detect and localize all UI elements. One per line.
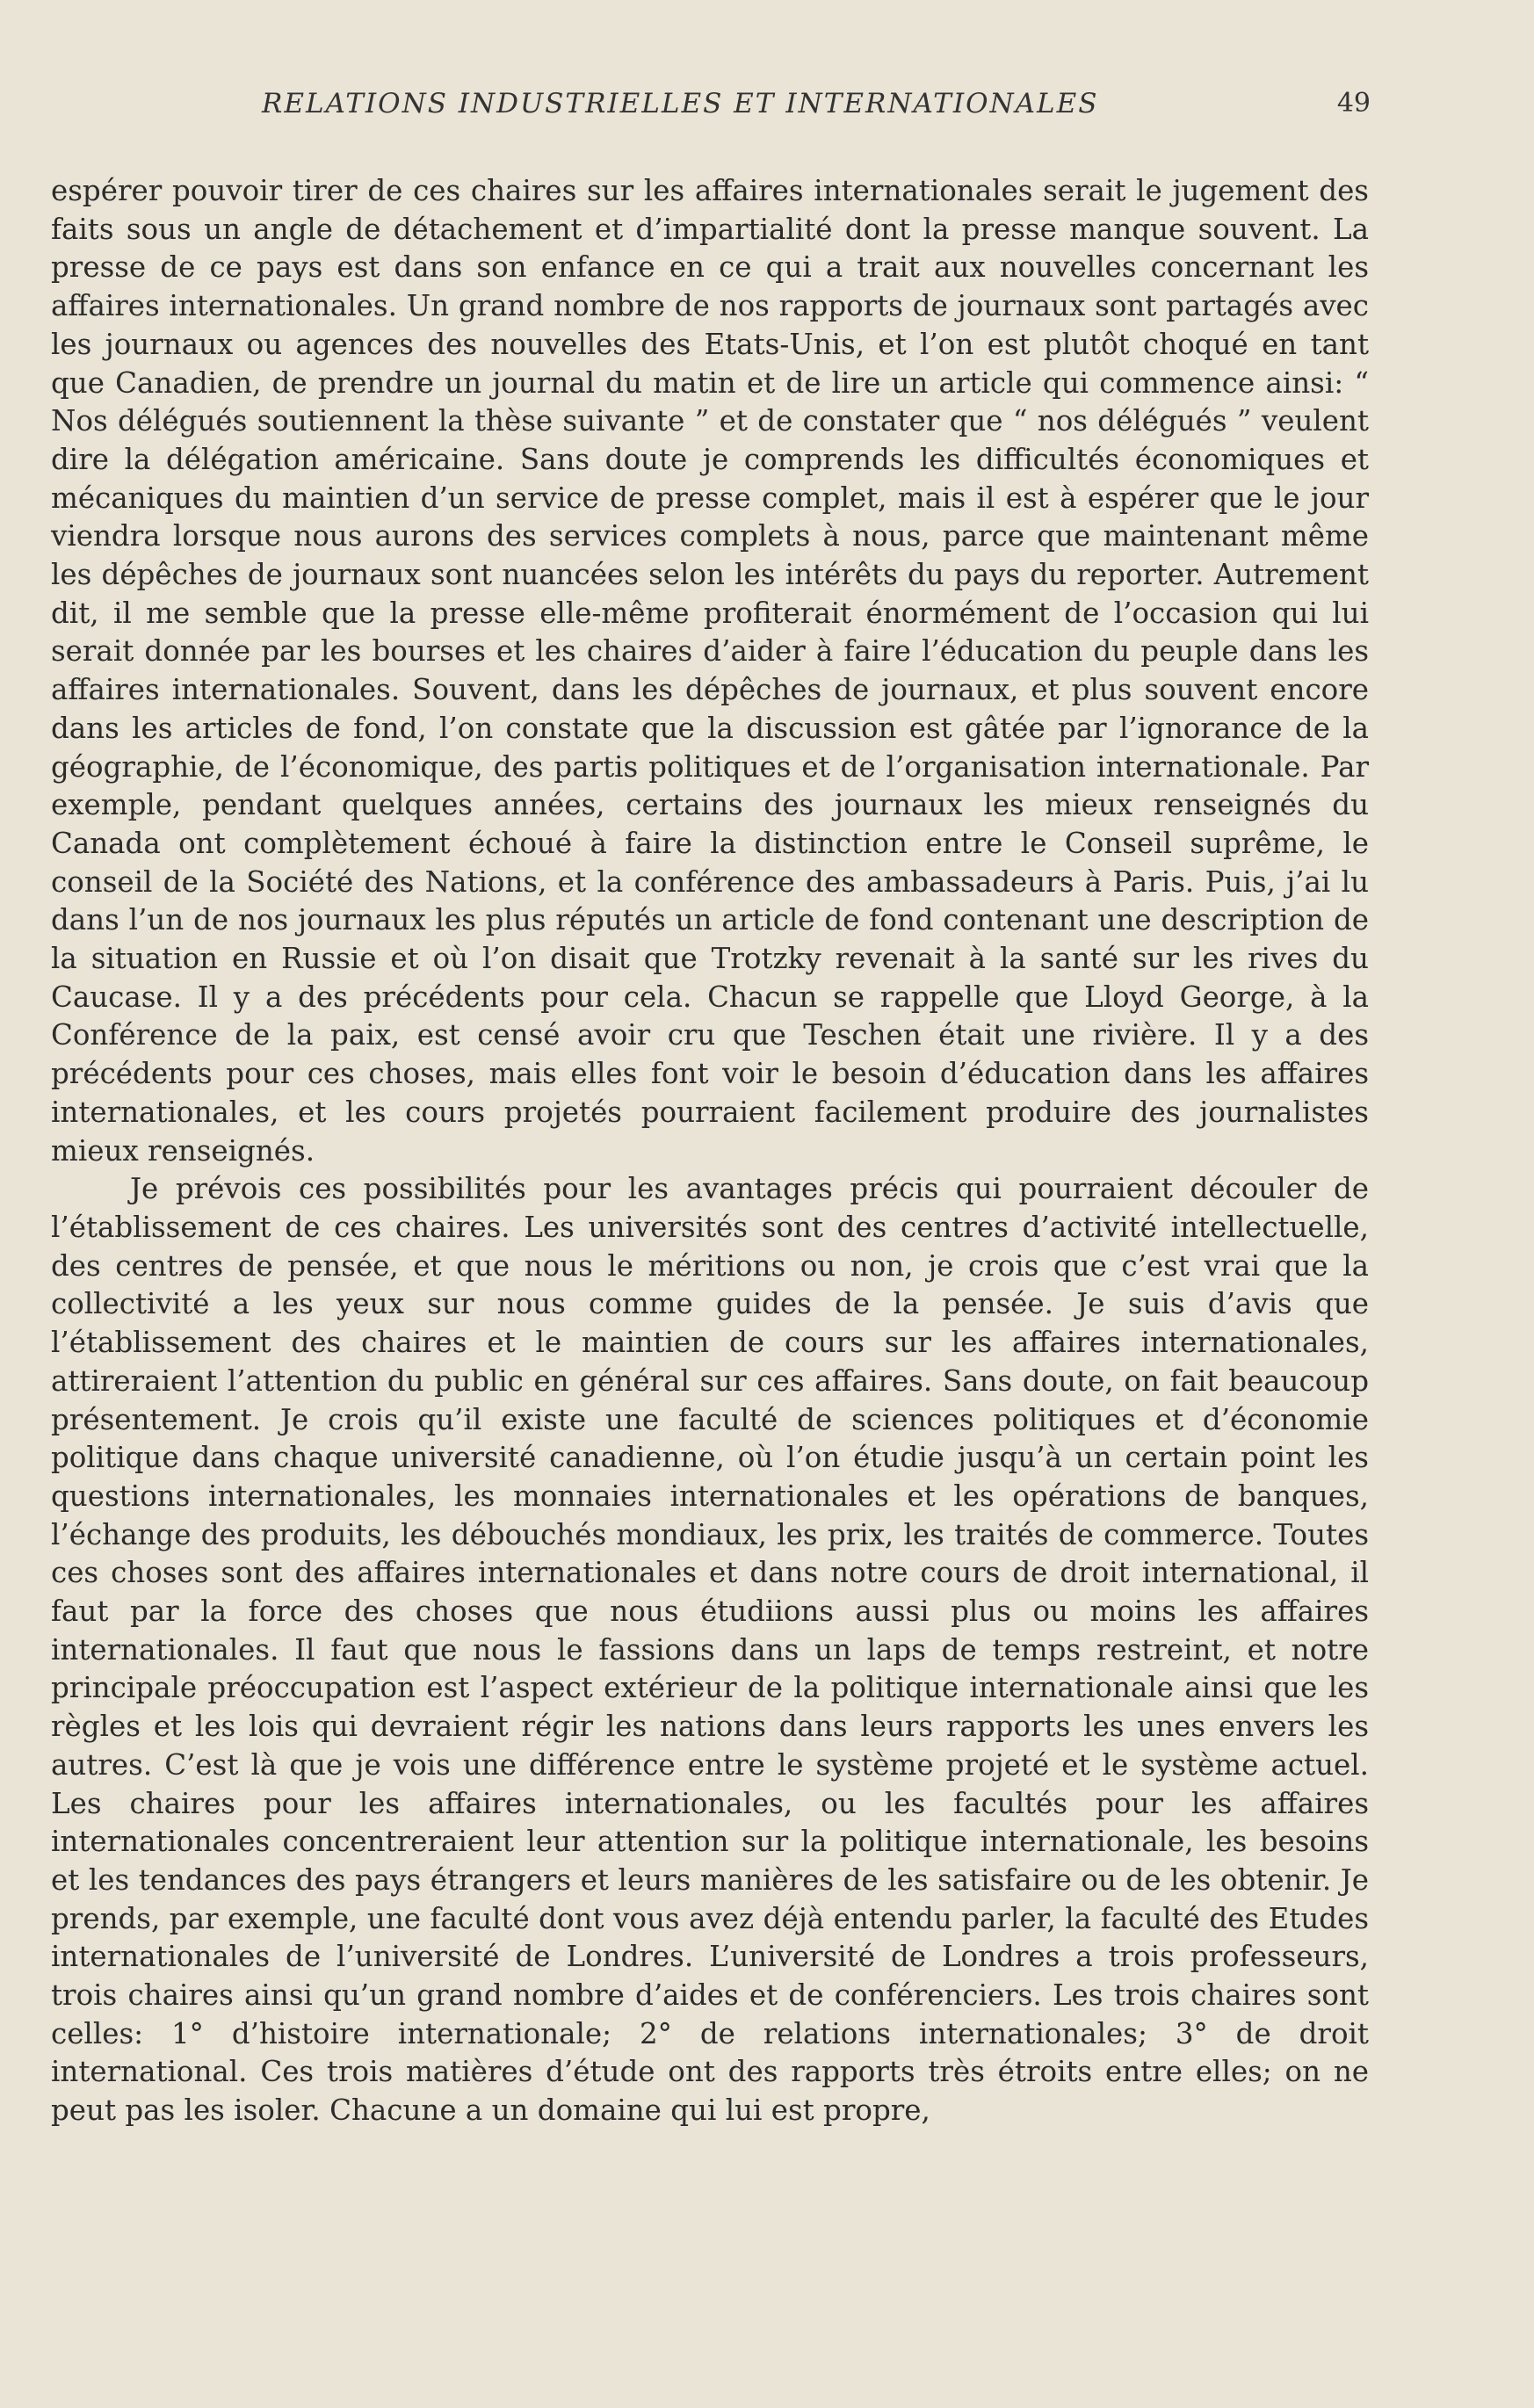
document-page bbox=[51, 88, 1369, 2130]
paragraph: Je prévois ces possibilités pour les avantages précis qui pourraient découler de l’établissement de ces chaires. Les universités sont des centres d’activité intellectuelle, des centres de pensée, et que nous le méritions ou non, je crois que c’est vrai que la collectivité a les yeux sur nous comme guides de la pensée. Je suis d’avis que l’établissement des chaires et le maintien de cours sur les affaires internationales, attireraient l’attention du public en général sur ces affaires. Sans doute, on fait beaucoup présentement. Je crois qu’il existe une faculté de sciences politiques et d’économie politique dans chaque université canadienne, où l’on étudie jusqu’à un certain point les questions internationales, les monnaies internationales et les opérations de banques, l’échange des produits, les débouchés mondiaux, les prix, les traités de commerce. Toutes ces choses sont des affaires internationales et dans notre cours de droit international, il faut par la force des choses que nous étudiions aussi plus ou moins les affaires internationales. Il faut que nous le fassions dans un laps de temps restreint, et notre principale préoccupation est l’aspect extérieur de la politique internationale ainsi que les règles et les lois qui devraient régir les nations dans leurs rapports les unes envers les autres. C’est là que je vois une différence entre le système projeté et le système actuel. Les chaires pour les affaires internationales, ou les facultés pour les affaires internationales concentreraient leur attention sur la politique internationale, les besoins et les tendances des pays étrangers et leurs manières de les satisfaire ou de les obtenir. Je prends, par exemple, une faculté dont vous avez déjà entendu parler, la faculté des Etudes internationales de l’université de Londres. L’université de Londres a trois professeurs, trois chaires ainsi qu’un grand nombre d’aides et de conférenciers. Les trois chaires sont celles: 1° d’histoire internationale; 2° de relations internationales; 3° de droit international. Ces trois matières d’étude ont des rapports très étroits entre elles; on ne peut pas les isoler. Chacune a un domaine qui lui est propre, bbox=[51, 1172, 1369, 2128]
running-title: RELATIONS INDUSTRIELLES ET INTERNATIONALES bbox=[262, 88, 1099, 119]
body-text bbox=[51, 172, 1369, 2130]
paragraph: espérer pouvoir tirer de ces chaires sur les affaires internationales serait le jugement des faits sous un angle de détachement et d’impartialité dont la presse manque souvent. La presse de ce pays est dans son enfance en ce qui a trait aux nouvelles concernant les affaires internationales. Un grand nombre de nos rapports de journaux sont partagés avec les journaux ou agences des nouvelles des Etats-Unis, et l’on est plutôt choqué en tant que Canadien, de prendre un journal du matin et de lire un article qui commence ainsi: “ Nos délégués soutiennent la thèse suivante ” et de constater que “ nos délégués ” veulent dire la délégation américaine. Sans doute je comprends les difficultés économiques et mécaniques du maintien d’un service de presse complet, mais il est à espérer que le jour viendra lorsque nous aurons des services complets à nous, parce que maintenant même les dépêches de journaux sont nuancées selon les intérêts du pays du reporter. Autrement dit, il me semble que la presse elle-même profiterait énormément de l’occasion qui lui serait donnée par les bourses et les chaires d’aider à faire l’éducation du peuple dans les affaires internationales. Souvent, dans les dépêches de journaux, et plus souvent encore dans les articles de fond, l’on constate que la discussion est gâtée par l’ignorance de la géographie, de l’économique, des partis politiques et de l’organisation internationale. Par exemple, pendant quelques années, certains des journaux les mieux renseignés du Canada ont complètement échoué à faire la distinction entre le Conseil suprême, le conseil de la Société des Nations, et la conférence des ambassadeurs à Paris. Puis, j’ai lu dans l’un de nos journaux les plus réputés un article de fond contenant une description de la situation en Russie et où l’on disait que Trotzky revenait à la santé sur les rives du Caucase. Il y a des précédents pour cela. Chacun se rappelle que Lloyd George, à la Conférence de la paix, est censé avoir cru que Teschen était une rivière. Il y a des précédents pour ces choses, mais elles font voir le besoin d’éducation dans les affaires internationales, et les cours projetés pourraient facilement produire des journalistes mieux renseignés. bbox=[51, 174, 1369, 1168]
page-header bbox=[51, 88, 1369, 141]
page-number: 49 bbox=[1336, 88, 1371, 119]
